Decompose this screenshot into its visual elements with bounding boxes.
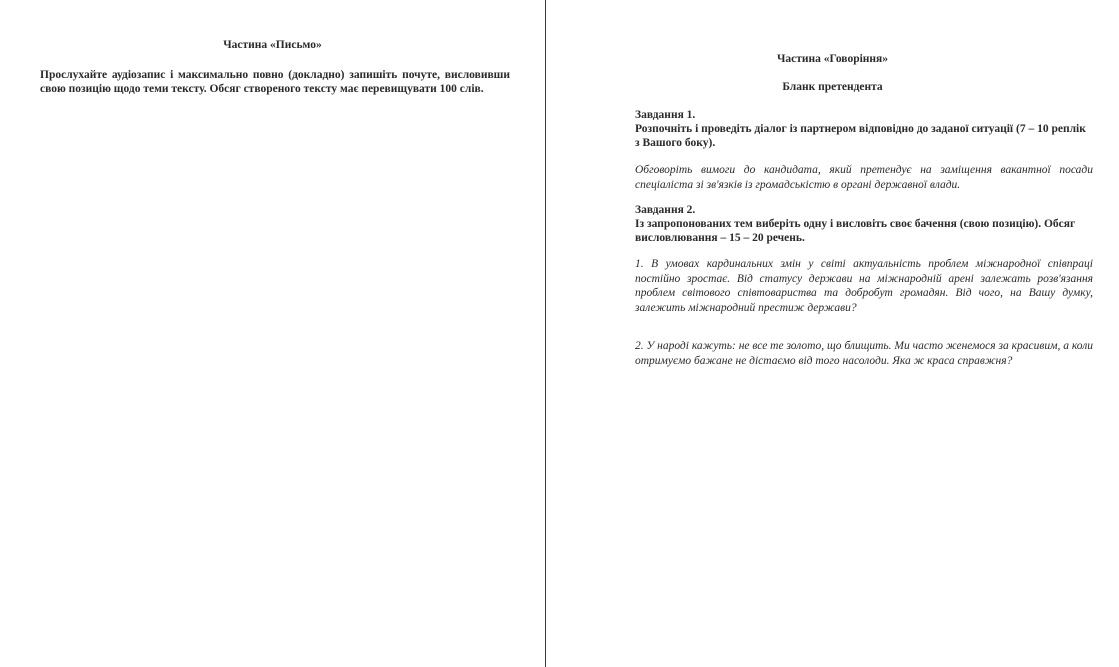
task1-scenario-block	[635, 163, 1093, 192]
task1-block	[635, 108, 1093, 150]
writing-instruction: Прослухайте аудіозапис і максимально повно (докладно) запишіть почуте, висловивши свою позицію щодо теми тексту. Обсяг створеного тексту має перевищувати 100 слів.	[40, 69, 510, 95]
task1-scenario: Обговоріть вимоги до кандидата, який претендує на заміщення вакантної посади спеціаліста зі зв'язків із громадськістю в органі державної влади.	[635, 164, 1093, 191]
task2-topic2-block	[635, 339, 1093, 368]
task2-topic1: 1. В умовах кардинальних змін у світі актуальність проблем міжнародної співпраці постійно зростає. Від статусу держави на міжнародній арені залежать розв'язання проблем світового співтовариства та добробут громадян. Від чого, на Вашу думку, залежить міжнародний престиж держави?	[635, 258, 1093, 314]
task2-topic1-block	[635, 257, 1093, 315]
left-page	[0, 0, 545, 667]
task1-label: Завдання 1.	[635, 109, 696, 121]
form-title: Бланк претендента	[782, 81, 883, 93]
right-page	[546, 0, 1119, 667]
task2-topic2: 2. У народі кажуть: не все те золото, що блищить. Ми часто женемося за красивим, а коли отримуємо бажане не дістаємо від того насолоди. Яка ж краса справжня?	[635, 340, 1093, 367]
task2-label: Завдання 2.	[635, 204, 696, 216]
left-page-title: Частина «Письмо»	[223, 39, 322, 51]
task2-instruction: Із запропонованих тем виберіть одну і висловіть своє бачення (свою позицію). Обсяг висловлювання – 15 – 20 речень.	[635, 218, 1076, 244]
task2-block	[635, 203, 1093, 245]
task1-instruction: Розпочніть і проведіть діалог із партнером відповідно до заданої ситуації (7 – 10 реплік з Вашого боку).	[635, 123, 1086, 149]
right-page-title: Частина «Говоріння»	[776, 53, 889, 65]
